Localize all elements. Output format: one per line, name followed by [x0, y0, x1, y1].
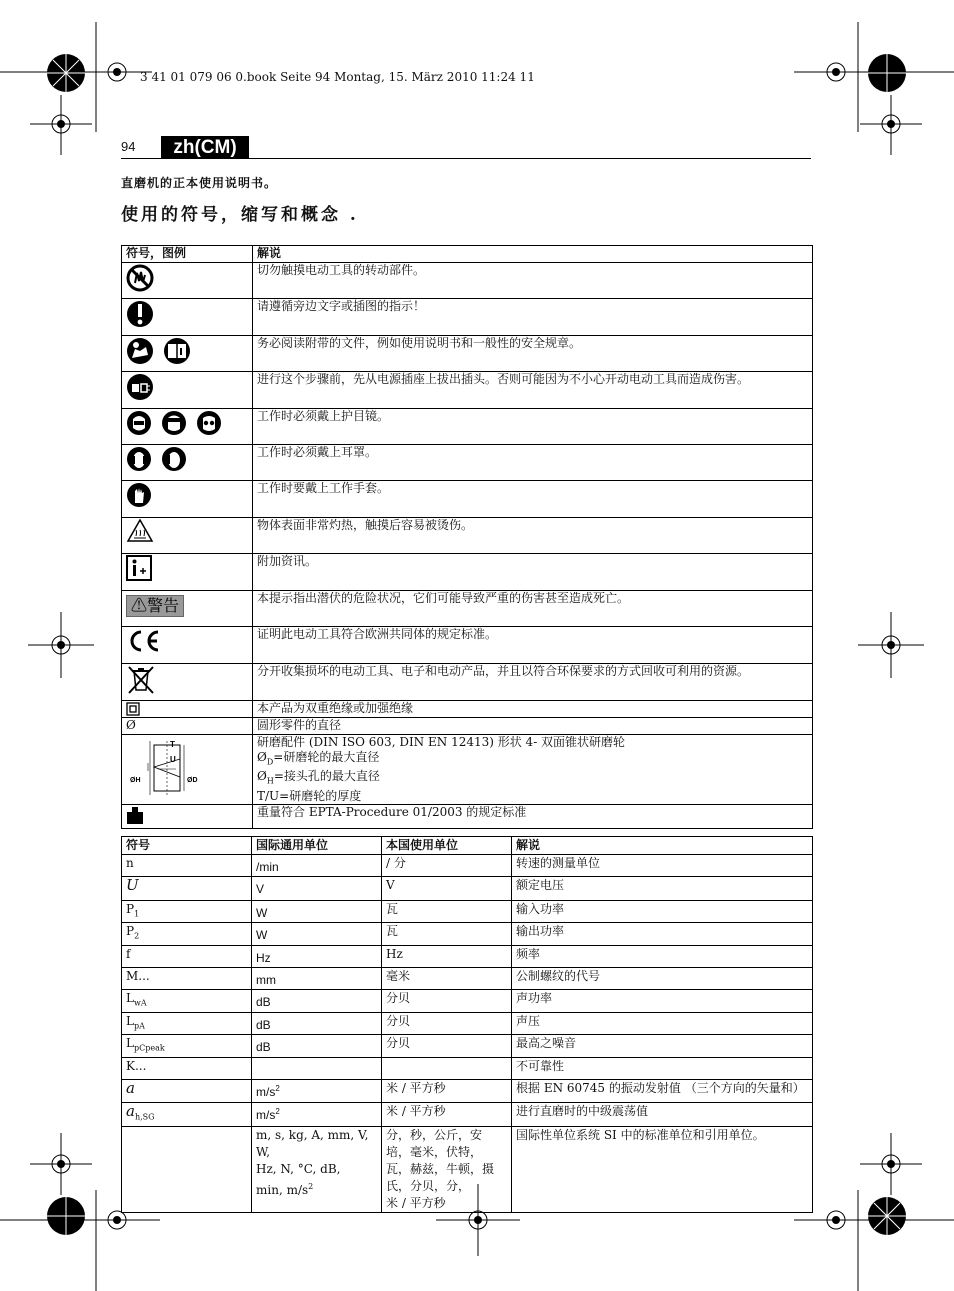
- no-touch-icon: [126, 263, 154, 293]
- table-row: [122, 967, 813, 989]
- intl-unit-text: dB: [256, 1017, 271, 1032]
- local-unit: 分贝: [382, 1035, 512, 1057]
- symbol-cell: [122, 336, 253, 372]
- local-unit: [382, 1057, 512, 1079]
- page-number: 94: [121, 139, 136, 154]
- explanation-cell: 附加资讯。: [253, 554, 813, 591]
- explanation-cell: 重量符合 EPTA-Procedure 01/2003 的规定标准: [253, 804, 813, 828]
- intl-unit-text: m/s: [256, 1108, 276, 1123]
- symbol-cell: [122, 627, 253, 664]
- symbols-table: [121, 245, 813, 829]
- intl-unit: [252, 923, 382, 945]
- unit-symbol: [122, 990, 252, 1012]
- header-local-unit: 本国使用单位: [382, 837, 512, 855]
- table-row: [122, 923, 813, 945]
- diameter-symbol: Ø: [122, 718, 253, 735]
- local-unit: 分贝: [382, 1012, 512, 1034]
- unit-explanation: 不可靠性: [512, 1057, 813, 1079]
- symbol-text: M...: [126, 968, 150, 983]
- symbol-text: L: [126, 1036, 134, 1051]
- diagram-line-2-text: =研磨轮的最大直径: [273, 750, 380, 764]
- units-table: [121, 836, 813, 1213]
- unit-explanation: 公制螺纹的代号: [512, 967, 813, 989]
- symbol-cell: [122, 664, 253, 701]
- ear-protection-icon: [161, 445, 187, 473]
- intl-unit-text: dB: [256, 995, 271, 1010]
- local-line: 米 / 平方秒: [386, 1195, 446, 1210]
- manual-book-icon: [163, 336, 191, 366]
- diagram-line-1: 研磨配件 (DIN ISO 603, DIN EN 12413) 形状 4- 双面锥状研磨轮: [257, 735, 626, 749]
- superscript: 2: [308, 1181, 314, 1191]
- intl-unit: [252, 1057, 382, 1079]
- explanation-cell: 分开收集损坏的电动工具、电子和电动产品，并且以符合环保要求的方式回收可利用的资源。: [253, 664, 813, 701]
- unit-explanation: 输出功率: [512, 923, 813, 945]
- local-unit: 分贝: [382, 990, 512, 1012]
- symbol-text: P: [126, 901, 135, 916]
- table-row: [122, 1103, 813, 1126]
- table-row: [122, 1079, 813, 1102]
- local-unit: Hz: [382, 945, 512, 967]
- explanation-cell: [253, 735, 813, 805]
- local-unit: 米 / 平方秒: [382, 1103, 512, 1126]
- symbol-text: f: [126, 946, 131, 961]
- intl-unit-text: Hz: [256, 950, 271, 965]
- info-icon: [126, 554, 152, 582]
- glove-icon: [126, 481, 152, 509]
- intl-unit-superscript: 2: [275, 1083, 280, 1093]
- intl-unit-text: mm: [256, 972, 276, 987]
- symbol-subscript: pA: [133, 1021, 145, 1031]
- intl-unit-text: dB: [256, 1040, 271, 1055]
- language-badge: zh(CM): [161, 136, 249, 159]
- header-explanation: 解说: [512, 837, 813, 855]
- weight-icon: [126, 805, 144, 825]
- intl-unit-text: W: [256, 905, 268, 920]
- face-shield-icon: [161, 409, 187, 437]
- symbol-cell: [122, 701, 253, 718]
- diagram-label-t: T: [170, 740, 175, 749]
- local-unit: V: [382, 877, 512, 900]
- table-row: [122, 1057, 813, 1079]
- symbol-cell: [122, 445, 253, 481]
- unit-symbol: [122, 900, 252, 922]
- file-info-line: 3 41 01 079 06 0.book Seite 94 Montag, 15. März 2010 11:24 11: [140, 70, 535, 84]
- local-unit: 瓦: [382, 923, 512, 945]
- double-insulation-icon: [126, 702, 140, 716]
- hot-surface-icon: [126, 518, 154, 544]
- intl-unit-text: /min: [256, 860, 279, 874]
- unit-symbol: [122, 945, 252, 967]
- table-cell: [122, 1126, 252, 1212]
- unit-symbol: [122, 855, 252, 877]
- safety-glasses-icon: [196, 409, 222, 437]
- section-heading: 使用的符号，缩写和概念 .: [121, 205, 359, 225]
- table-row: [122, 1012, 813, 1034]
- table-row: [122, 900, 813, 922]
- unit-explanation: 频率: [512, 945, 813, 967]
- symbol-text: L: [126, 1013, 134, 1028]
- symbol-subscript: wA: [133, 998, 147, 1008]
- diameter-symbol: Ø: [257, 769, 267, 784]
- symbol-text: U: [126, 876, 139, 895]
- unit-explanation: 输入功率: [512, 900, 813, 922]
- symbol-subscript: 1: [134, 909, 140, 919]
- intl-unit: [252, 877, 382, 900]
- intl-line: m, s, kg, A, mm, V, W,: [256, 1127, 369, 1159]
- header-explanation: 解说: [253, 246, 813, 263]
- symbol-text: a: [126, 1102, 135, 1121]
- ce-mark-icon: [126, 627, 162, 655]
- explanation-cell: 工作时必须戴上护目镜。: [253, 409, 813, 445]
- intl-unit-text: m/s: [256, 1084, 276, 1099]
- intl-unit: [252, 900, 382, 922]
- intl-unit-superscript: 2: [275, 1107, 280, 1117]
- diagram-line-2: [257, 750, 808, 769]
- explanation-cell: 进行这个步骤前，先从电源插座上拔出插头。否则可能因为不小心开动电动工具而造成伤害。: [253, 372, 813, 409]
- symbol-cell: [122, 372, 253, 409]
- diameter-symbol: Ø: [257, 750, 267, 764]
- intl-unit-text: W: [256, 928, 268, 943]
- unit-explanation: 声压: [512, 1012, 813, 1034]
- explanation-cell: 圆形零件的直径: [253, 718, 813, 735]
- intl-unit: [252, 990, 382, 1012]
- unit-explanation: 声功率: [512, 990, 813, 1012]
- diagram-line-3: [257, 769, 808, 788]
- symbol-cell: [122, 299, 253, 336]
- local-units-list: [382, 1126, 512, 1212]
- local-line: 瓦，赫兹，牛顿，摄: [386, 1161, 495, 1176]
- intl-line: Hz, N, °C, dB,: [256, 1161, 341, 1176]
- local-unit: 米 / 平方秒: [382, 1079, 512, 1102]
- header-symbol: 符号: [122, 837, 252, 855]
- diagram-line-3-text: =接头孔的最大直径: [273, 769, 380, 784]
- symbol-text: n: [126, 856, 134, 870]
- unit-symbol: [122, 967, 252, 989]
- intro-text: 直磨机的正本使用说明书。: [121, 176, 278, 190]
- symbol-subscript: h,SG: [134, 1112, 155, 1122]
- intl-unit: [252, 967, 382, 989]
- symbol-cell: [122, 591, 253, 627]
- local-unit: 毫米: [382, 967, 512, 989]
- diagram-line-4: T/U=研磨轮的厚度: [257, 788, 362, 803]
- weee-bin-icon: [126, 664, 156, 696]
- explanation-cell: 务必阅读附带的文件，例如使用说明书和一般性的安全规章。: [253, 336, 813, 372]
- intl-unit: [252, 1012, 382, 1034]
- header-symbol: 符号，图例: [122, 246, 253, 263]
- explanation-cell: 本产品为双重绝缘或加强绝缘: [253, 701, 813, 718]
- local-line: 培，毫米，伏特，: [386, 1144, 483, 1159]
- explanation-cell: 物体表面非常灼热，触摸后容易被烫伤。: [253, 518, 813, 554]
- exclamation-icon: [126, 299, 154, 329]
- explanation-cell: 切勿触摸电动工具的转动部件。: [253, 263, 813, 299]
- intl-units-list: [252, 1126, 382, 1212]
- table-row: [122, 1035, 813, 1057]
- table-row: [122, 990, 813, 1012]
- diagram-label-u: U: [170, 755, 176, 764]
- unit-explanation: 进行直磨时的中级震荡值: [512, 1103, 813, 1126]
- local-line: 分，秒，公斤，安: [386, 1127, 483, 1142]
- symbol-subscript: 2: [134, 931, 140, 941]
- ear-muff-icon: [126, 445, 152, 473]
- diagram-label-d: ØD: [187, 777, 198, 784]
- symbol-text: P: [126, 924, 135, 939]
- intl-unit: [252, 1079, 382, 1102]
- read-manual-person-icon: [126, 336, 154, 366]
- unit-explanation: 转速的测量单位: [512, 855, 813, 877]
- subscript: H: [266, 776, 274, 786]
- warning-triangle-icon: ⚠: [131, 596, 148, 615]
- explanation-cell: 工作时要戴上工作手套。: [253, 481, 813, 518]
- table-row: [122, 877, 813, 900]
- intl-unit-text: V: [256, 882, 265, 897]
- intl-unit: [252, 1035, 382, 1057]
- unit-symbol: [122, 923, 252, 945]
- symbol-subscript: pCpeak: [133, 1043, 165, 1053]
- local-unit: / 分: [382, 855, 512, 877]
- local-unit: 瓦: [382, 900, 512, 922]
- symbol-cell: [122, 263, 253, 299]
- unit-symbol: [122, 877, 252, 900]
- unit-explanation: 额定电压: [512, 877, 813, 900]
- intl-unit: [252, 945, 382, 967]
- symbol-text: L: [126, 991, 134, 1006]
- table-row: [122, 945, 813, 967]
- unit-explanation: 根据 EN 60745 的振动发射值 （三个方向的矢量和）: [512, 1079, 813, 1102]
- symbol-cell: [122, 735, 253, 805]
- goggles-icon: [126, 409, 152, 437]
- intl-line-text: min, m/s: [256, 1182, 309, 1197]
- symbol-cell: [122, 518, 253, 554]
- symbol-cell: [122, 804, 253, 828]
- explanation-cell: 请遵循旁边文字或插图的指示！: [253, 299, 813, 336]
- symbol-text: a: [126, 1078, 135, 1097]
- diagram-label-h: ØH: [130, 777, 141, 784]
- unit-symbol: [122, 1012, 252, 1034]
- grinding-wheel-diagram: [126, 737, 206, 799]
- symbol-cell: [122, 554, 253, 591]
- header-intl-unit: 国际通用单位: [252, 837, 382, 855]
- unit-symbol: [122, 1035, 252, 1057]
- unit-symbol: [122, 1079, 252, 1102]
- header-rule: [121, 158, 811, 159]
- symbol-cell: [122, 481, 253, 518]
- warning-label-text: 警告: [147, 596, 180, 615]
- explanation-cell: 工作时必须戴上耳罩。: [253, 445, 813, 481]
- symbol-text: K...: [126, 1058, 147, 1073]
- warning-label-icon: [126, 595, 184, 617]
- intl-unit: [252, 1103, 382, 1126]
- intl-line: [256, 1178, 377, 1199]
- explanation-cell: 本提示指出潜伏的危险状况，它们可能导致严重的伤害甚至造成死亡。: [253, 591, 813, 627]
- explanation-cell: 证明此电动工具符合欧洲共同体的规定标准。: [253, 627, 813, 664]
- unit-symbol: [122, 1057, 252, 1079]
- table-row: [122, 855, 813, 877]
- unplug-icon: [126, 372, 154, 402]
- intl-unit: [252, 855, 382, 877]
- subscript: D: [266, 757, 274, 767]
- symbol-cell: [122, 409, 253, 445]
- unit-explanation: 最高之噪音: [512, 1035, 813, 1057]
- local-line: 氏，分贝，分，: [386, 1178, 471, 1193]
- unit-symbol: [122, 1103, 252, 1126]
- units-body: [122, 855, 813, 1127]
- explanation-cell: 国际性单位系统 SI 中的标准单位和引用单位。: [512, 1126, 813, 1212]
